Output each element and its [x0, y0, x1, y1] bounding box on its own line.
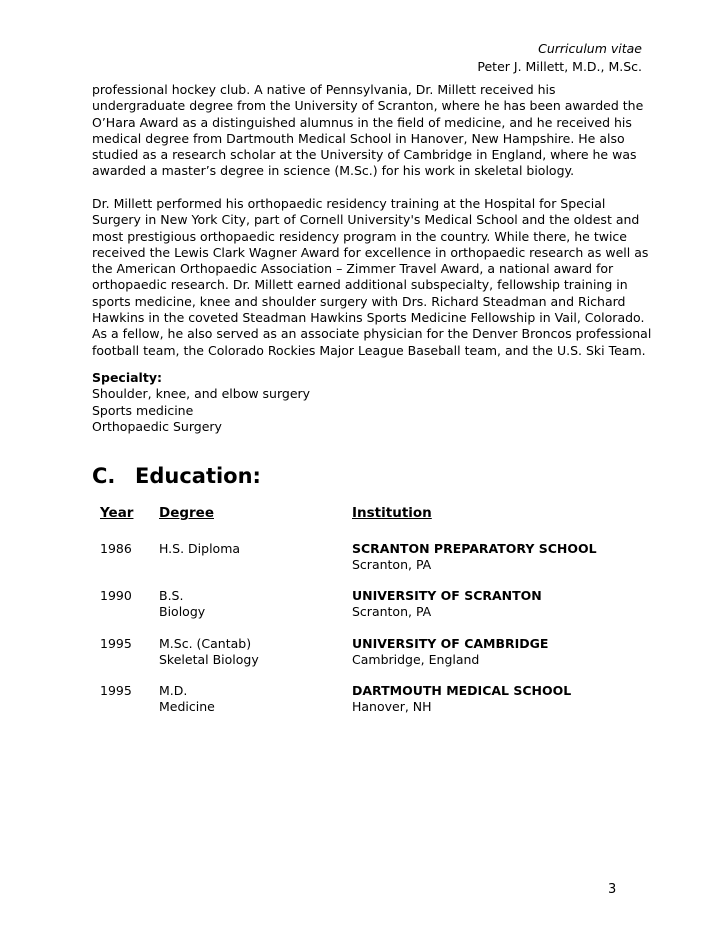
row-degree — [159, 588, 205, 621]
row-degree — [159, 683, 215, 716]
row-year: 1990 — [100, 588, 132, 603]
row-institution — [352, 588, 542, 621]
section-letter: C. — [92, 464, 116, 488]
page-number: 3 — [608, 882, 617, 897]
institution-name: UNIVERSITY OF SCRANTON — [352, 588, 542, 603]
institution-location: Cambridge, England — [352, 652, 480, 668]
specialty-item: Sports medicine — [92, 402, 194, 418]
row-year: 1995 — [100, 636, 132, 651]
header-title: Curriculum vitae — [538, 41, 642, 56]
row-year: 1995 — [100, 683, 132, 698]
specialty-label: Specialty: — [92, 370, 162, 385]
row-degree — [159, 636, 259, 669]
paragraph-training: Dr. Millett performed his orthopaedic residency training at the Hospital for Special Surgery in New York City, part of Cornell University's Medical School and the oldest and most prestigious orthopaedic residency program in the country. While there, he twice received the Lewis Clark Wagner Award for excellence in orthopaedic research as well as the American Orthopaedic Association – Zimmer Travel Award, a national award for orthopaedic research. Dr. Millett earned additional subspecialty, fellowship training in sports medicine, knee and shoulder surgery with Drs. Richard Steadman and Richard Hawkins in the coveted Steadman Hawkins Sports Medicine Fellowship in Vail, Colorado. As a fellow, he also served as an associate physician for the Denver Broncos professional football team, the Colorado Rockies Major League Baseball team, and the U.S. Ski Team. — [92, 196, 652, 358]
institution-location: Scranton, PA — [352, 557, 432, 573]
degree-name: H.S. Diploma — [159, 541, 241, 556]
row-year: 1986 — [100, 541, 132, 556]
header-year: Year — [100, 505, 134, 521]
institution-name: DARTMOUTH MEDICAL SCHOOL — [352, 683, 572, 698]
row-institution — [352, 541, 597, 574]
education-heading — [92, 464, 261, 488]
row-institution — [352, 683, 571, 716]
running-header — [477, 40, 642, 76]
specialty-item: Shoulder, knee, and elbow surgery — [92, 386, 311, 402]
degree-subject: Biology — [159, 604, 206, 620]
degree-name: B.S. — [159, 588, 184, 603]
row-degree — [159, 541, 240, 557]
institution-name: SCRANTON PREPARATORY SCHOOL — [352, 541, 597, 556]
paragraph-background: professional hockey club. A native of Pennsylvania, Dr. Millett received his undergraduate degree from the University of Scranton, where he has been awarded the O’Hara Award as a distinguished alumnus in the field of medicine, and he received his medical degree from Dartmouth Medical School in Hanover, New Hampshire. He also studied as a research scholar at the University of Cambridge in England, where he was awarded a master’s degree in science (M.Sc.) for his work in skeletal biology. — [92, 82, 644, 179]
institution-location: Scranton, PA — [352, 604, 432, 620]
institution-name: UNIVERSITY OF CAMBRIDGE — [352, 636, 549, 651]
specialty-item: Orthopaedic Surgery — [92, 418, 222, 434]
institution-location: Hanover, NH — [352, 699, 432, 715]
header-institution: Institution — [352, 505, 432, 521]
header-name: Peter J. Millett, M.D., M.Sc. — [477, 59, 642, 74]
degree-subject: Medicine — [159, 699, 215, 715]
degree-subject: Skeletal Biology — [159, 652, 259, 668]
degree-name: M.Sc. (Cantab) — [159, 636, 252, 651]
specialty-section — [92, 370, 310, 435]
row-institution — [352, 636, 548, 669]
section-title-text: Education: — [135, 464, 261, 488]
header-degree: Degree — [159, 505, 214, 521]
degree-name: M.D. — [159, 683, 188, 698]
